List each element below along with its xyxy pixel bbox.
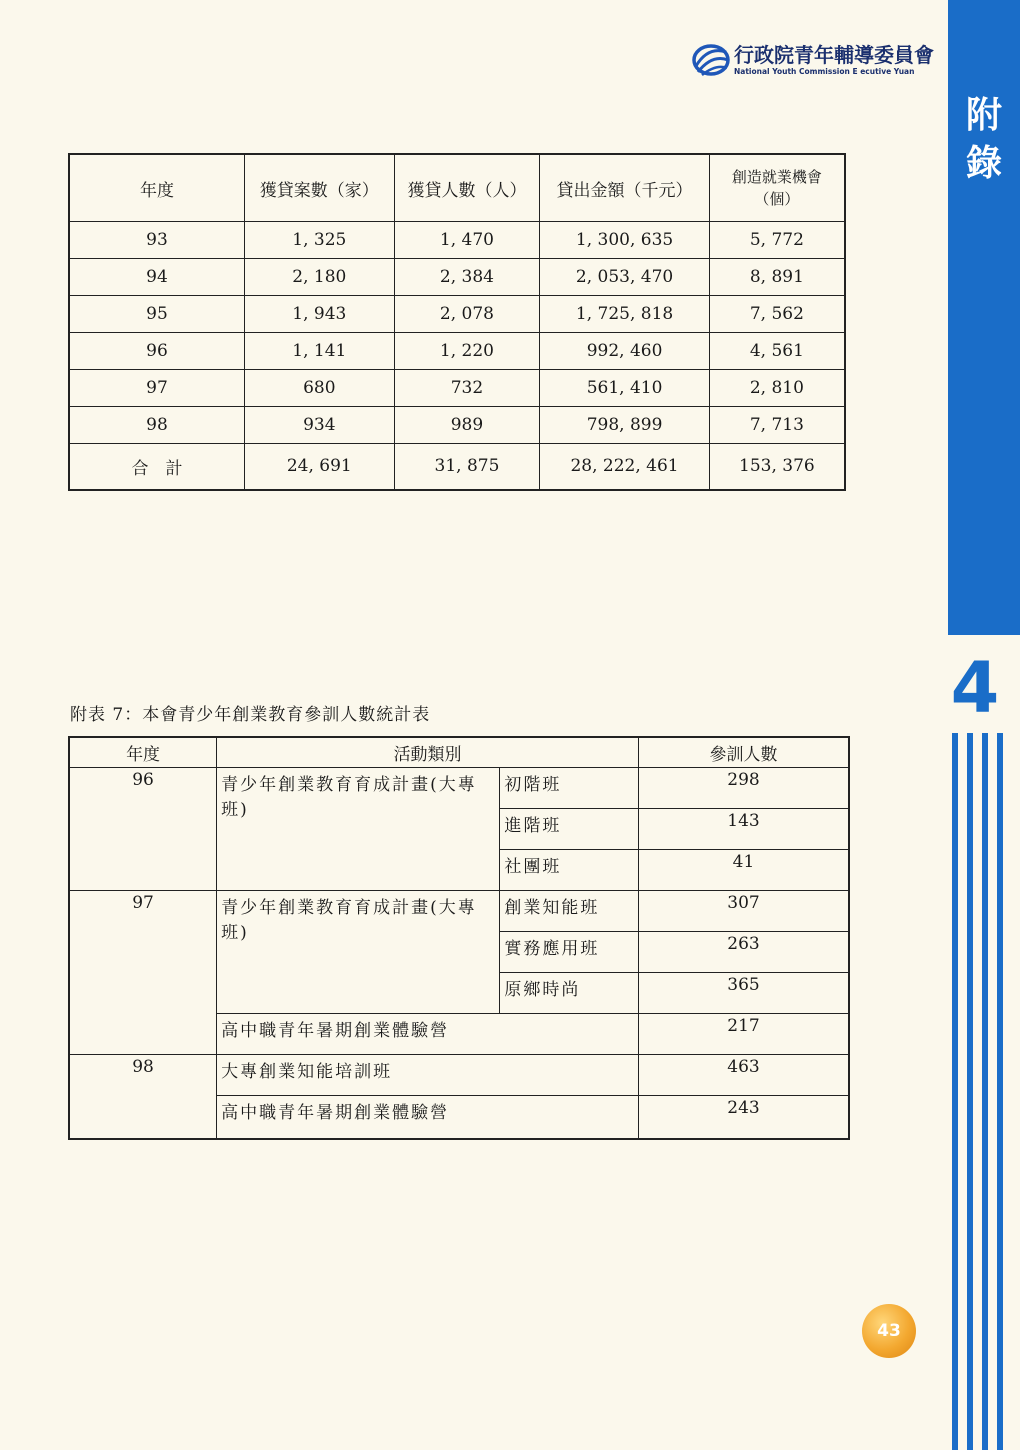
cell-jobs: 7, 713 (709, 406, 845, 443)
cell-class: 實務應用班 (500, 931, 639, 972)
header-cell-persons: 獲貸人數（人） (394, 154, 540, 222)
cell-year: 98 (69, 1054, 217, 1139)
header-cell-year: 年度 (69, 154, 244, 222)
chapter-number: 4 (950, 647, 1000, 729)
cell-cases: 680 (244, 369, 394, 406)
table-row (69, 1054, 849, 1095)
cell-amount: 2, 053, 470 (540, 258, 710, 295)
blue-stripe (982, 733, 988, 1450)
section-title-char-2: 錄 (965, 143, 1002, 184)
cell-amount: 992, 460 (540, 332, 710, 369)
cell-count: 41 (639, 849, 850, 890)
section-title-char-1: 附 (965, 95, 1002, 136)
blue-stripe (967, 733, 973, 1450)
header-cell-activity: 活動類別 (217, 737, 639, 767)
header-cell-year: 年度 (69, 737, 217, 767)
table-row (69, 890, 849, 931)
cell-persons: 989 (394, 406, 540, 443)
table-row (69, 369, 845, 406)
cell-amount: 798, 899 (540, 406, 710, 443)
cell-program: 青少年創業教育育成計畫(大專班) (217, 767, 500, 890)
cell-cases: 2, 180 (244, 258, 394, 295)
cell-cases: 1, 943 (244, 295, 394, 332)
cell-persons: 2, 078 (394, 295, 540, 332)
cell-year: 96 (69, 767, 217, 890)
cell-count: 143 (639, 808, 850, 849)
cell-amount: 561, 410 (540, 369, 710, 406)
cell-jobs: 2, 810 (709, 369, 845, 406)
total-cases: 24, 691 (244, 443, 394, 490)
cell-program: 高中職青年暑期創業體驗營 (217, 1095, 639, 1139)
cell-class: 社團班 (500, 849, 639, 890)
cell-amount: 1, 300, 635 (540, 222, 710, 259)
cell-persons: 1, 220 (394, 332, 540, 369)
cell-cases: 934 (244, 406, 394, 443)
header-cell-jobs-line1: 創造就業機會 (731, 168, 822, 186)
section-title (950, 92, 1018, 188)
cell-persons: 1, 470 (394, 222, 540, 259)
cell-year: 97 (69, 369, 244, 406)
total-label: 合 計 (69, 443, 244, 490)
table-row (69, 332, 845, 369)
cell-count: 307 (639, 890, 850, 931)
cell-persons: 732 (394, 369, 540, 406)
total-amount: 28, 222, 461 (540, 443, 710, 490)
cell-count: 243 (639, 1095, 850, 1139)
page-number: 43 (862, 1304, 916, 1358)
cell-class: 創業知能班 (500, 890, 639, 931)
blue-stripe (997, 733, 1003, 1450)
cell-persons: 2, 384 (394, 258, 540, 295)
cell-jobs: 5, 772 (709, 222, 845, 259)
cell-program: 青少年創業教育育成計畫(大專班) (217, 890, 500, 1013)
total-row (69, 443, 845, 490)
blue-stripe (952, 733, 958, 1450)
table-row (69, 767, 849, 808)
cell-count: 365 (639, 972, 850, 1013)
header-cell-amount: 貸出金額（千元） (540, 154, 710, 222)
cell-program: 大專創業知能培訓班 (217, 1054, 639, 1095)
cell-count: 298 (639, 767, 850, 808)
header-cell-jobs (709, 154, 845, 222)
cell-year: 95 (69, 295, 244, 332)
table-row (69, 258, 845, 295)
cell-count: 463 (639, 1054, 850, 1095)
cell-count: 263 (639, 931, 850, 972)
org-name-en: National Youth Commission E ecutive Yuan (734, 67, 915, 76)
training-statistics-table (68, 736, 850, 1140)
header-cell-participants: 參訓人數 (639, 737, 850, 767)
total-jobs: 153, 376 (709, 443, 845, 490)
org-name-cn: 行政院青年輔導委員會 (734, 43, 934, 67)
cell-cases: 1, 141 (244, 332, 394, 369)
header-cell-cases: 獲貸案數（家） (244, 154, 394, 222)
loan-statistics-table (68, 153, 846, 491)
table-row (69, 295, 845, 332)
table-row (69, 406, 845, 443)
cell-year: 98 (69, 406, 244, 443)
cell-year: 97 (69, 890, 217, 1054)
table-caption: 附表 7：本會青少年創業教育參訓人數統計表 (70, 705, 431, 725)
cell-jobs: 8, 891 (709, 258, 845, 295)
cell-year: 94 (69, 258, 244, 295)
table-row (69, 222, 845, 259)
table-header-row (69, 737, 849, 767)
cell-class: 進階班 (500, 808, 639, 849)
org-logo (690, 42, 934, 82)
cell-jobs: 4, 561 (709, 332, 845, 369)
cell-cases: 1, 325 (244, 222, 394, 259)
cell-program: 高中職青年暑期創業體驗營 (217, 1013, 639, 1054)
cell-year: 96 (69, 332, 244, 369)
cell-class: 原鄉時尚 (500, 972, 639, 1013)
nyc-logo-icon (690, 42, 730, 78)
cell-year: 93 (69, 222, 244, 259)
cell-count: 217 (639, 1013, 850, 1054)
table-header-row (69, 154, 845, 222)
total-persons: 31, 875 (394, 443, 540, 490)
header-cell-jobs-line2: （個） (754, 190, 800, 208)
cell-jobs: 7, 562 (709, 295, 845, 332)
cell-amount: 1, 725, 818 (540, 295, 710, 332)
cell-class: 初階班 (500, 767, 639, 808)
